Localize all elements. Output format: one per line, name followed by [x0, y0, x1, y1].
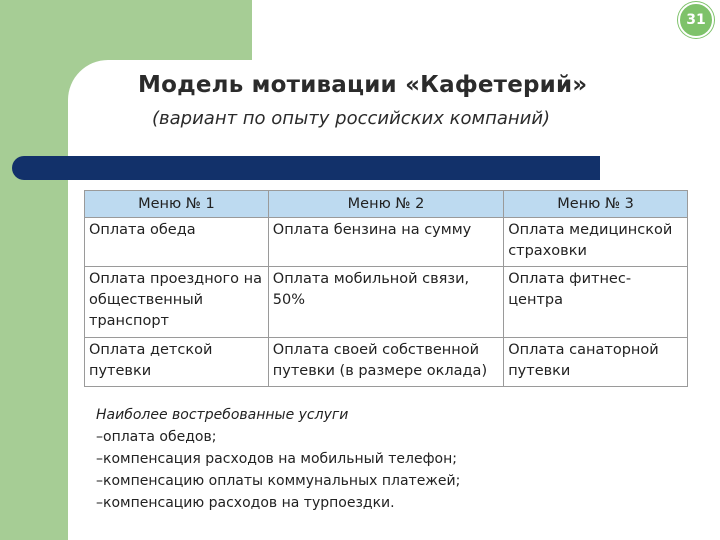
table-cell: Оплата фитнес-центра — [504, 267, 688, 338]
table-cell: Оплата бензина на сумму — [268, 218, 503, 267]
note-item: –оплата обедов; — [96, 429, 217, 445]
slide-title: Модель мотивации «Кафетерий» — [138, 72, 588, 98]
table-cell: Оплата мобильной связи, 50% — [268, 267, 503, 338]
table-cell: Оплата проездного на общественный транспорт — [85, 267, 269, 338]
popular-services-note — [96, 404, 460, 514]
table-row — [85, 338, 688, 387]
decorative-bar — [12, 156, 600, 180]
slide-subtitle: (вариант по опыту российских компаний) — [152, 108, 551, 129]
table-cell: Оплата обеда — [85, 218, 269, 267]
table-header-cell: Меню № 1 — [85, 191, 269, 218]
table-header-cell: Меню № 2 — [268, 191, 503, 218]
note-heading: Наиболее востребованные услуги — [96, 407, 349, 423]
menu-table — [84, 190, 688, 387]
table-cell: Оплата своей собственной путевки (в размере оклада) — [268, 338, 503, 387]
table-header-cell: Меню № 3 — [504, 191, 688, 218]
table-header-row — [85, 191, 688, 218]
table-row — [85, 218, 688, 267]
table-cell: Оплата санаторной путевки — [504, 338, 688, 387]
table-cell: Оплата медицинской страховки — [504, 218, 688, 267]
table-cell: Оплата детской путевки — [85, 338, 269, 387]
note-item: –компенсацию оплаты коммунальных платежей; — [96, 473, 461, 489]
slide-number-badge: 31 — [678, 2, 714, 38]
note-item: –компенсацию расходов на турпоездки. — [96, 495, 395, 511]
table-row — [85, 267, 688, 338]
note-item: –компенсация расходов на мобильный телефон; — [96, 451, 457, 467]
